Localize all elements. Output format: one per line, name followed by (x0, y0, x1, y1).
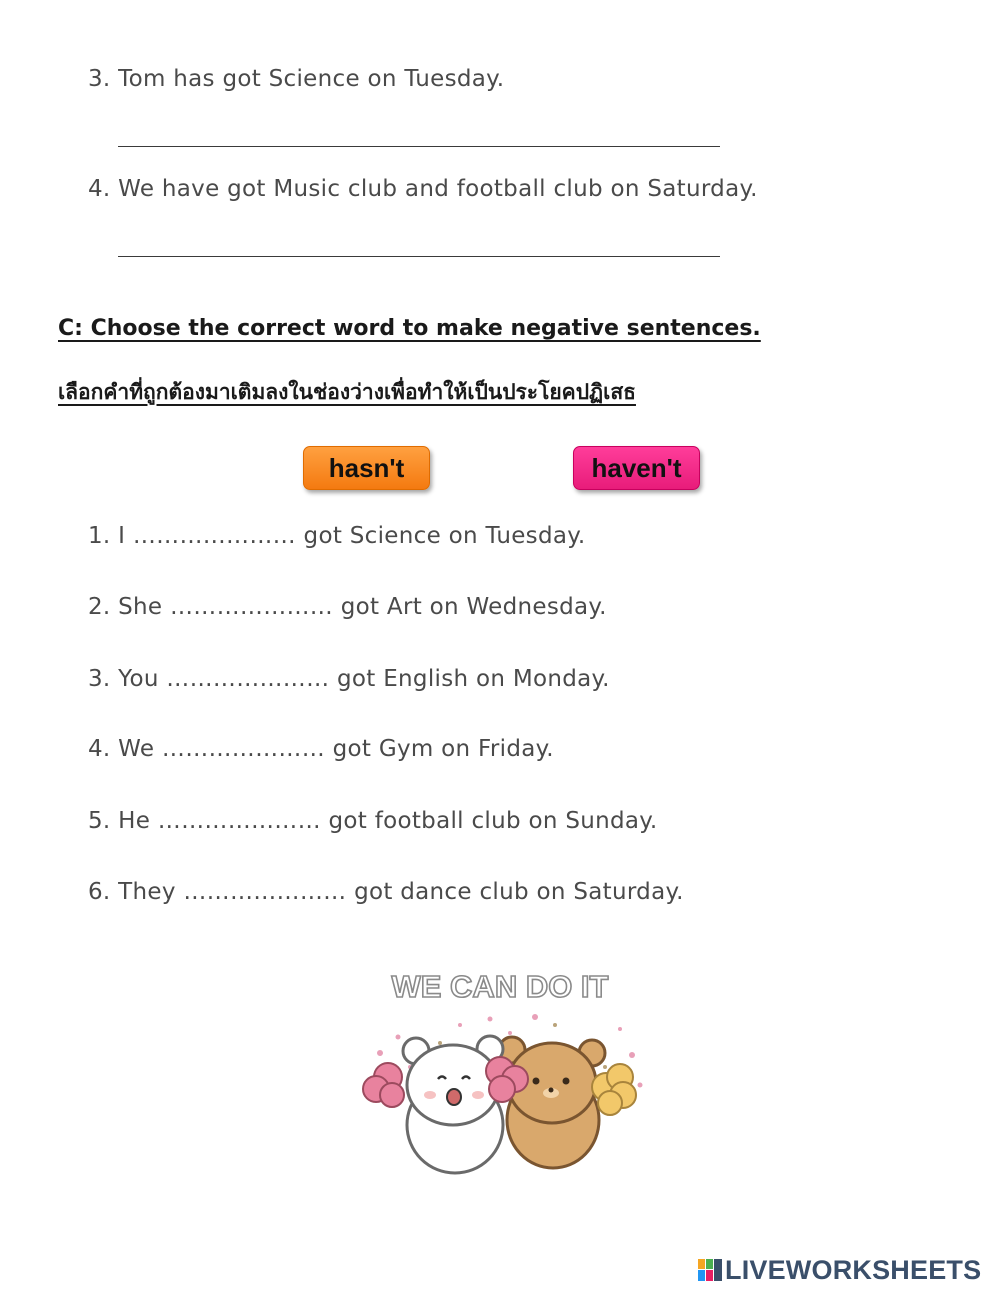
sentence-c3: 3. You ………………… got English on Monday. (88, 666, 610, 692)
sentence-c1: 1. I ………………… got Science on Tuesday. (88, 523, 586, 549)
sentence-b3: 3. Tom has got Science on Tuesday. (88, 66, 505, 92)
sentence-c6: 6. They ………………… got dance club on Saturday. (88, 879, 684, 905)
section-c-heading: C: Choose the correct word to make negative sentences. (58, 316, 761, 341)
sentence-c4: 4. We ………………… got Gym on Friday. (88, 736, 554, 762)
answer-line-b3[interactable] (118, 146, 720, 147)
sentence-c2: 2. She ………………… got Art on Wednesday. (88, 594, 607, 620)
option-havent-button[interactable]: haven't (573, 446, 700, 490)
cheering-bears-image (340, 955, 660, 1187)
picture-caption: WE CAN DO IT (391, 969, 609, 1004)
section-c-heading-thai: เลือกคำที่ถูกต้องมาเติมลงในช่องว่างเพื่อทำให้เป็นประโยคปฏิเสธ (58, 380, 636, 404)
sentence-c5: 5. He ………………… got football club on Sunday. (88, 808, 658, 834)
liveworksheets-brand-text: LIVEWORKSHEETS (725, 1254, 982, 1285)
option-hasnt-button[interactable]: hasn't (303, 446, 430, 490)
liveworksheets-mark-icon (697, 1257, 723, 1283)
liveworksheets-logo[interactable] (697, 1255, 981, 1285)
sentence-b4: 4. We have got Music club and football club on Saturday. (88, 176, 758, 202)
answer-line-b4[interactable] (118, 256, 720, 257)
